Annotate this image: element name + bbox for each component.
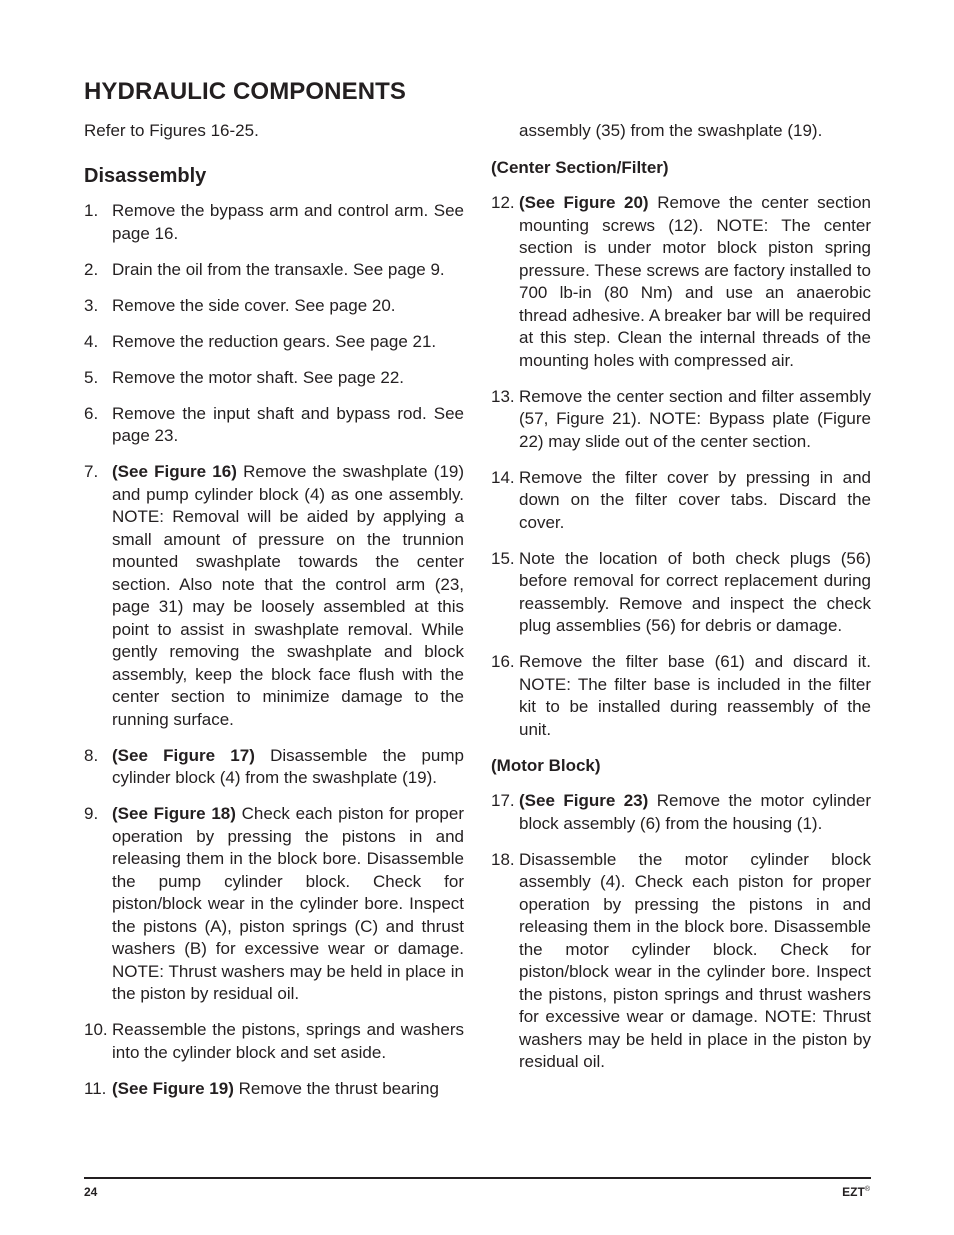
list-item [491,790,871,835]
step-number: 10. [84,1020,108,1039]
list-item [491,548,871,638]
step-number: 5. [84,367,99,387]
step-number: 15. [491,548,515,568]
list-item [84,803,464,1006]
step-text: Remove the center section mounting screws (12). NOTE: The center section is under motor block piston spring pressure. These screws are factory installed to 700 lb-in (80 Nm) and use an anaerobic thread adhesive. A breaker bar will be required at this step. Clean the internal threads of the mounting holes with compressed air. [519,193,871,370]
list-item [84,461,464,731]
step-text: Disassemble the motor cylinder block assembly (4). Check each piston for proper operation by pressing the pistons in and releasing them in the block bore. Disassemble the motor cylinder block. Check for piston/block wear in the cylinder bore. Inspect the pistons, piston springs and thrust washers for excessive wear or damage. NOTE: Thrust washers may be held in place in the piston by residual oil. [519,849,871,1071]
list-item [84,745,464,790]
step-text: Remove the side cover. See page 20. [112,295,396,315]
step-number: 8. [84,745,99,765]
step-text: Check each piston for proper operation by pressing the pistons in and releasing them in the block bore. Disassemble the pump cylinder block. Check for piston/block wear in the cylinder bore. Inspect the pistons (A), piston springs (C) and thrust washers (B) for excessive wear or damage. NOTE: Thrust washers may be held in place in the piston by residual oil. [112,804,464,1003]
page-title: HYDRAULIC COMPONENTS [84,78,407,105]
right-column [491,120,871,1087]
page-number: 24 [84,1185,98,1199]
figure-reference: (See Figure 19) [112,1078,234,1098]
step-text: Remove the motor cylinder block assembly (6) from the housing (1). [519,791,871,833]
motor-step-list [491,790,871,1074]
list-item [491,651,871,741]
list-item [491,849,871,1074]
registered-mark: ® [864,1186,870,1193]
left-column [84,120,464,1114]
list-item [84,331,464,354]
figure-reference: (See Figure 20) [519,193,649,212]
step-text: Remove the center section and filter assembly (57, Figure 21). NOTE: Bypass plate (Figure 22) may slide out of the center section. [519,386,871,451]
step-number: 16. [491,652,515,671]
left-step-list [84,200,464,1100]
list-item [84,295,464,318]
step-text: Note the location of both check plugs (56) before removal for correct replacement during reassembly. Remove and inspect the check plug assemblies (56) for debris or damage. [519,548,871,635]
list-item [84,1019,464,1064]
list-item [491,386,871,454]
center-step-list [491,192,871,741]
step-text: Remove the filter cover by pressing in and down on the filter cover tabs. Discard the cover. [519,467,871,532]
figure-reference: (See Figure 16) [112,462,237,481]
step-number: 7. [84,462,99,481]
section-heading-disassembly: Disassembly [84,164,207,187]
footer-rule [84,1177,871,1179]
step-number: 18. [491,849,515,869]
step-number: 13. [491,386,515,406]
step-text: Remove the input shaft and bypass rod. See page 23. [112,403,464,445]
list-item [84,367,464,390]
list-item [84,403,464,448]
list-item [491,192,871,372]
step-number: 14. [491,467,515,487]
list-item [84,259,464,282]
footer-brand [842,1185,870,1199]
section-heading-motor-block: (Motor Block) [491,755,601,775]
brand-name: EZT [842,1185,865,1199]
step-number: 11. [84,1078,107,1098]
figure-reference: (See Figure 23) [519,791,649,810]
step-text: Remove the filter base (61) and discard it. NOTE: The filter base is included in the filter kit to be installed during reassembly of the unit. [519,652,871,739]
step-number: 6. [84,403,99,423]
step-text: Drain the oil from the transaxle. See page 9. [112,259,445,279]
intro-text: Refer to Figures 16-25. [84,121,259,140]
step-11-continuation: assembly (35) from the swashplate (19). [519,121,823,140]
figure-reference: (See Figure 17) [112,745,255,765]
step-text: Remove the thrust bearing [233,1078,439,1098]
list-item [491,467,871,535]
section-heading-center-section: (Center Section/Filter) [491,157,669,177]
step-number: 2. [84,259,99,279]
list-item [84,200,464,245]
step-text: Reassemble the pistons, springs and washers into the cylinder block and set aside. [112,1020,464,1062]
step-text: Remove the motor shaft. See page 22. [112,367,405,387]
step-number: 3. [84,295,99,315]
step-text: Remove the swashplate (19) and pump cylinder block (4) as one assembly. NOTE: Removal will be aided by applying a small amount of pressure on the trunnion mounted swashplate towards the center section. Also note that the control arm (23, page 31) may be loosely assembled at this point to assist in swashplate removal. While gently removing the swashplate and block assembly, keep the block face flush with the center section to minimize damage to the running surface. [112,462,465,729]
step-number: 12. [491,193,515,212]
step-number: 4. [84,331,99,351]
step-text: Disassemble the pump cylinder block (4) from the swashplate (19). [112,745,465,787]
figure-reference: (See Figure 18) [112,804,236,823]
step-text: Remove the reduction gears. See page 21. [112,331,437,351]
list-item [84,1078,464,1101]
step-number: 9. [84,804,99,823]
step-number: 17. [491,791,515,810]
step-text: Remove the bypass arm and control arm. See page 16. [112,201,464,243]
step-number: 1. [84,201,99,220]
